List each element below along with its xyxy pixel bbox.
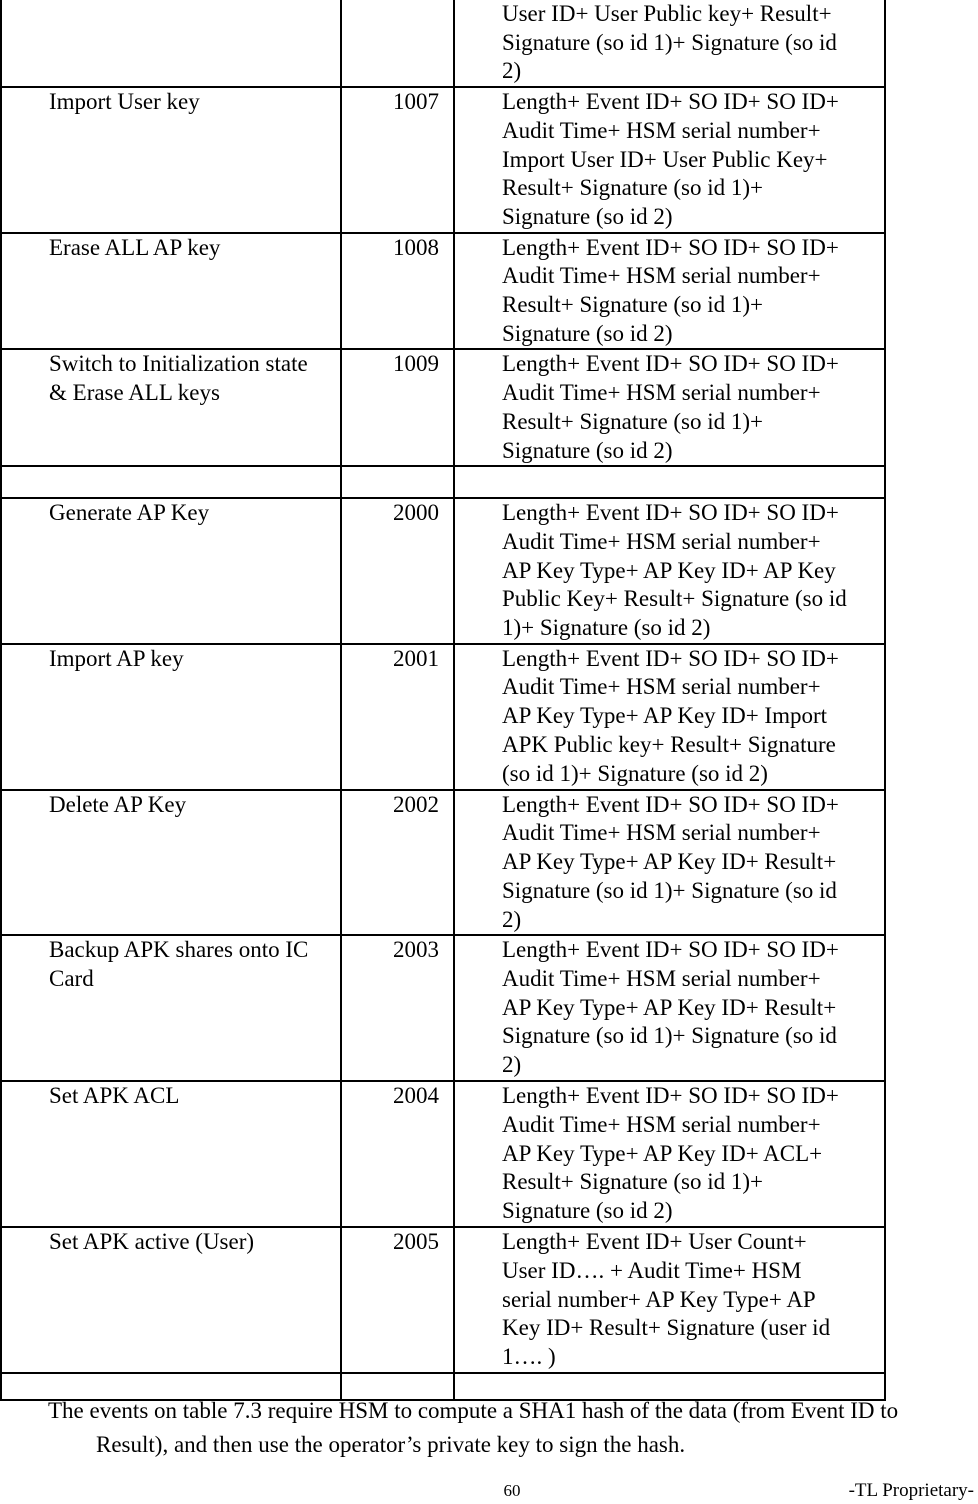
event-id-cell [341, 466, 454, 498]
table-row [1, 1081, 885, 1227]
table-note-line-1: The events on table 7.3 require HSM to compute a SHA1 hash of the data (from Event ID to [48, 1398, 899, 1423]
event-id-cell [341, 1081, 454, 1227]
event-data-cell [454, 0, 885, 87]
event-data-cell [454, 1227, 885, 1373]
event-data-cell [454, 498, 885, 644]
event-data-fields: Length+ Event ID+ SO ID+ SO ID+ Audit Time+ HSM serial number+ AP Key Type+ AP Key ID+ Result+ Signature (so id 1)+ Signature (so id 2) [502, 937, 839, 1078]
table-row [1, 87, 885, 233]
event-data-fields: Length+ Event ID+ SO ID+ SO ID+ Audit Time+ HSM serial number+ Result+ Signature (so id 1)+ Signature (so id 2) [502, 351, 839, 463]
event-id: 2005 [393, 1229, 439, 1255]
event-id: 2004 [393, 1083, 439, 1109]
event-data-cell [454, 1081, 885, 1227]
event-name-cell [1, 1227, 341, 1373]
event-name: Erase ALL AP key [49, 234, 221, 260]
event-name: Set APK active (User) [49, 1229, 255, 1255]
event-name: Backup APK shares onto IC Card [49, 937, 309, 991]
event-id: 2002 [393, 791, 439, 817]
event-name: Set APK ACL [49, 1083, 180, 1109]
event-data-fields: Length+ Event ID+ User Count+ User ID…. + Audit Time+ HSM serial number+ AP Key Type+ AP Key ID+ Result+ Signature (user id 1…. ) [502, 1229, 831, 1370]
event-name-cell [1, 0, 341, 87]
event-id-cell [341, 0, 454, 87]
event-data-fields: Length+ Event ID+ SO ID+ SO ID+ Audit Time+ HSM serial number+ AP Key Type+ AP Key ID+ Import APK Public key+ Result+ Signature (so id 1)+ Signature (so id 2) [502, 645, 839, 786]
event-data-fields: User ID+ User Public key+ Result+ Signature (so id 1)+ Signature (so id 2) [502, 1, 837, 84]
event-data-cell [454, 349, 885, 466]
event-data-cell [454, 790, 885, 936]
event-data-fields: Length+ Event ID+ SO ID+ SO ID+ Audit Time+ HSM serial number+ AP Key Type+ AP Key ID+ ACL+ Result+ Signature (so id 1)+ Signature (so id 2) [502, 1083, 839, 1224]
event-id-cell [341, 790, 454, 936]
event-data-cell [454, 935, 885, 1081]
proprietary-label: -TL Proprietary- [848, 1480, 974, 1501]
event-data-cell [454, 644, 885, 790]
event-name: Import User key [49, 89, 200, 115]
event-id: 2003 [393, 937, 439, 963]
event-name-cell [1, 87, 341, 233]
event-data-fields: Length+ Event ID+ SO ID+ SO ID+ Audit Time+ HSM serial number+ Import User ID+ User Public Key+ Result+ Signature (so id 1)+ Signature (so id 2) [502, 89, 839, 229]
table-row [1, 349, 885, 466]
event-name: Switch to Initialization state & Erase ALL keys [49, 351, 308, 406]
event-id: 1007 [393, 89, 439, 115]
event-data-cell [454, 233, 885, 350]
event-id: 2001 [393, 645, 439, 671]
event-id-cell [341, 1227, 454, 1373]
event-id-cell [341, 349, 454, 466]
event-id: 1009 [393, 351, 439, 377]
event-id-cell [341, 935, 454, 1081]
event-data-fields: Length+ Event ID+ SO ID+ SO ID+ Audit Time+ HSM serial number+ AP Key Type+ AP Key ID+ Result+ Signature (so id 1)+ Signature (so id 2) [502, 791, 839, 932]
event-data-fields: Length+ Event ID+ SO ID+ SO ID+ Audit Time+ HSM serial number+ AP Key Type+ AP Key ID+ AP Key Public Key+ Result+ Signature (so id 1)+ Signature (so id 2) [502, 500, 847, 641]
table-row [1, 644, 885, 790]
table-note-paragraph [48, 1394, 978, 1462]
table-row [1, 1227, 885, 1373]
event-name-cell [1, 233, 341, 350]
event-name: Import AP key [49, 645, 184, 671]
event-name-cell [1, 349, 341, 466]
event-name: Generate AP Key [49, 500, 210, 526]
event-data-cell [454, 466, 885, 498]
event-data-fields: Length+ Event ID+ SO ID+ SO ID+ Audit Time+ HSM serial number+ Result+ Signature (so id 1)+ Signature (so id 2) [502, 234, 839, 346]
table-row [1, 0, 885, 87]
table-row [1, 935, 885, 1081]
event-data-cell [454, 87, 885, 233]
event-table-body [1, 0, 885, 1400]
table-note-line-2: Result), and then use the operator’s private key to sign the hash. [96, 1432, 686, 1457]
event-id-cell [341, 498, 454, 644]
event-name: Delete AP Key [49, 791, 187, 817]
event-id: 2000 [393, 500, 439, 526]
table-row [1, 498, 885, 644]
event-name-cell [1, 790, 341, 936]
page-number: 60 [503, 1481, 521, 1500]
event-id-cell [341, 233, 454, 350]
event-name-cell [1, 466, 341, 498]
event-name-cell [1, 935, 341, 1081]
table-row [1, 790, 885, 936]
event-id: 1008 [393, 234, 439, 260]
event-id-cell [341, 87, 454, 233]
event-name-cell [1, 644, 341, 790]
table-row [1, 466, 885, 498]
event-name-cell [1, 1081, 341, 1227]
event-name-cell [1, 498, 341, 644]
table-row [1, 233, 885, 350]
event-id-cell [341, 644, 454, 790]
